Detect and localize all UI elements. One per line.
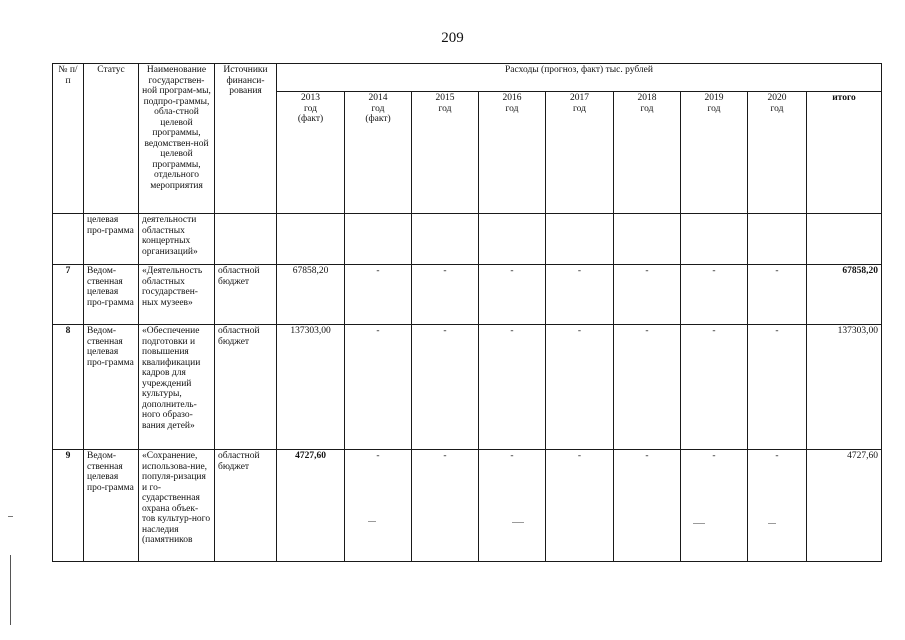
- header-row-1: [53, 64, 882, 92]
- header-total: итого: [807, 92, 882, 214]
- row-value-2018: [614, 214, 681, 265]
- scan-speck: [693, 523, 705, 524]
- header-name: Наименование государствен-ной програм-мы, подпро-граммы, обла-стной целевой программы, ведомствен-ной целевой программы, отдельного мероприятия: [139, 64, 215, 214]
- row-value-2020: -: [748, 265, 807, 325]
- row-value-2019: [681, 214, 748, 265]
- header-year-2017: [546, 92, 614, 214]
- row-total: 137303,00: [807, 325, 882, 450]
- row-name: «Деятельность областных государствен-ных музеев»: [139, 265, 215, 325]
- row-value-2016: [479, 214, 546, 265]
- row-num: 9: [53, 450, 84, 562]
- row-status: Ведом-ственная целевая про-грамма: [84, 265, 139, 325]
- row-source: областной бюджет: [215, 325, 277, 450]
- header-expenses: Расходы (прогноз, факт) тыс. рублей: [277, 64, 882, 92]
- row-name: деятельности областных концертных организаций»: [139, 214, 215, 265]
- year-label: 2018: [637, 93, 657, 103]
- year-unit: год: [573, 103, 586, 114]
- row-value-2017: [546, 214, 614, 265]
- row-name: «Сохранение, использова-ние, популя-ризация и го-сударственная охрана объек-тов культур-ного наследия (памятников: [139, 450, 215, 562]
- header-year-2016: [479, 92, 546, 214]
- row-value-2016: -: [479, 450, 546, 562]
- row-num: 7: [53, 265, 84, 325]
- row-value-2019: -: [681, 265, 748, 325]
- row-value-2017: -: [546, 325, 614, 450]
- header-year-2013: [277, 92, 345, 214]
- page-number: 209: [441, 30, 464, 46]
- row-total: [807, 214, 882, 265]
- header-year-2020: [748, 92, 807, 214]
- year-label: 2013: [301, 93, 320, 103]
- row-value-2013: 4727,60: [277, 450, 345, 562]
- table-row: [53, 214, 882, 265]
- row-value-2020: [748, 214, 807, 265]
- row-value-2013: 137303,00: [277, 325, 345, 450]
- header-source: Источники финанси-рования: [215, 64, 277, 214]
- row-num: [53, 214, 84, 265]
- row-value-2013: 67858,20: [277, 265, 345, 325]
- row-value-2019: -: [681, 325, 748, 450]
- budget-table: [52, 63, 882, 562]
- row-value-2020: -: [748, 450, 807, 562]
- row-value-2015: -: [412, 450, 479, 562]
- row-source: областной бюджет: [215, 450, 277, 562]
- row-value-2018: -: [614, 325, 681, 450]
- scan-speck: [512, 522, 524, 523]
- year-label: 2014: [368, 93, 388, 103]
- year-note: (факт): [365, 114, 391, 124]
- header-num: № п/п: [53, 64, 84, 214]
- row-source: [215, 214, 277, 265]
- row-value-2018: -: [614, 450, 681, 562]
- year-unit: год: [505, 103, 519, 114]
- table-row: [53, 450, 882, 562]
- year-label: 2019: [704, 93, 724, 103]
- row-value-2014: [345, 214, 412, 265]
- row-value-2019: -: [681, 450, 748, 562]
- year-label: 2017: [570, 93, 589, 103]
- year-unit: год: [438, 103, 452, 114]
- row-value-2014: -: [345, 450, 412, 562]
- header-year-2019: [681, 92, 748, 214]
- row-source: областной бюджет: [215, 265, 277, 325]
- year-note: (факт): [297, 114, 324, 124]
- scan-margin-line: [10, 555, 11, 625]
- scan-margin-mark: [8, 516, 13, 517]
- year-unit: год: [371, 103, 385, 114]
- row-value-2014: -: [345, 325, 412, 450]
- table-row: [53, 265, 882, 325]
- row-total: 4727,60: [807, 450, 882, 562]
- table-row: [53, 325, 882, 450]
- row-name: «Обеспечение подготовки и повышения квалификации кадров для учреждений культуры, дополнитель-ного образо-вания детей»: [139, 325, 215, 450]
- year-unit: год: [304, 103, 317, 114]
- row-value-2017: -: [546, 265, 614, 325]
- row-value-2017: -: [546, 450, 614, 562]
- year-unit: год: [770, 103, 784, 114]
- year-label: 2016: [502, 93, 522, 103]
- row-value-2015: [412, 214, 479, 265]
- year-unit: год: [707, 103, 721, 114]
- row-status: Ведом-ственная целевая про-грамма: [84, 325, 139, 450]
- year-unit: год: [640, 103, 654, 114]
- scan-speck: [368, 521, 376, 522]
- row-value-2014: -: [345, 265, 412, 325]
- row-num: 8: [53, 325, 84, 450]
- row-value-2015: -: [412, 325, 479, 450]
- row-value-2016: -: [479, 325, 546, 450]
- year-label: 2020: [767, 93, 787, 103]
- scan-speck: [768, 523, 776, 524]
- header-year-2018: [614, 92, 681, 214]
- year-label: 2015: [435, 93, 455, 103]
- row-value-2020: -: [748, 325, 807, 450]
- header-status: Статус: [84, 64, 139, 214]
- header-year-2015: [412, 92, 479, 214]
- row-total: 67858,20: [807, 265, 882, 325]
- row-status: целевая про-грамма: [84, 214, 139, 265]
- row-value-2015: -: [412, 265, 479, 325]
- row-value-2018: -: [614, 265, 681, 325]
- header-year-2014: [345, 92, 412, 214]
- row-status: Ведом-ственная целевая про-грамма: [84, 450, 139, 562]
- row-value-2013: [277, 214, 345, 265]
- row-value-2016: -: [479, 265, 546, 325]
